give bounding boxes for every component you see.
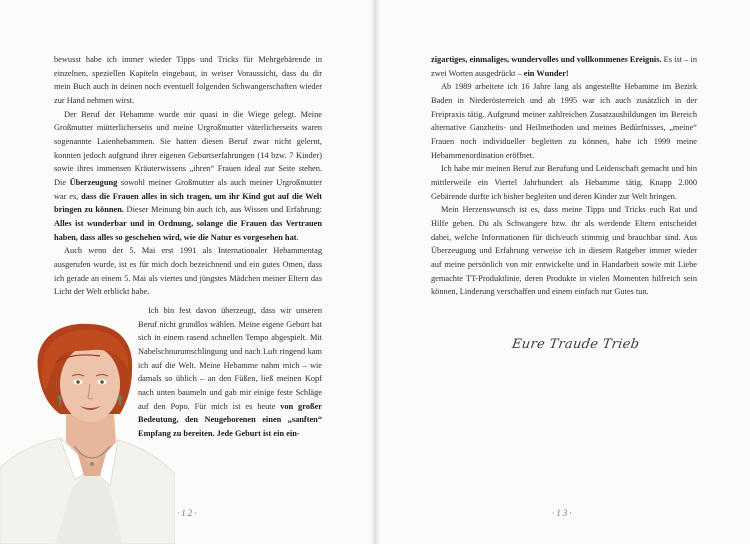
page-number-right: ·13·	[552, 508, 574, 518]
paragraph	[431, 53, 697, 80]
text-run: Ich habe mir meinen Beruf zur Berufung und Leidenschaft gemacht und bin mittlerweile ein Viertel Jahrhundert als Hebamme tätig. Knapp 2.000 Gebärende durfte ich bisher begleiten und deren Kinder zur Welt bringen.	[431, 164, 697, 201]
text-run: Ab 1989 arbeitete ich 16 Jahre lang als angestellte Hebamme im Bezirk Baden in Niederösterreich und ab 1995 war ich auch zusätzlich in der Freipraxis tätig. Aufgrund meiner zahlreichen Zusatzausbildungen im Bereich alternative Ganzheits- und Heilmethoden und meines Bedürfnisses, „meine“ Frauen noch individueller begleiten zu können, habe ich 1999 meine Hebammenordination eröffnet.	[431, 82, 697, 160]
paragraph	[54, 108, 322, 245]
paragraph	[431, 80, 697, 162]
left-page	[0, 0, 374, 544]
text-run: Mein Herzenswunsch ist es, dass meine Tipps und Tricks euch Rat und Hilfe geben. Du als Schwangere bzw. ihr als werdende Eltern entscheidet dabei, welche Informationen für dich/euch stimmig und brauchbar sind. Aus Überzeugung und Erfahrung verweise ich in diesem Ratgeber immer wieder auf meine persönlich von mir entwickelte und in Handarbeit sowie mit Liebe gemachte TT-Produktlinie, deren Produkte in vielen Momenten hilfreich sein können, Linderung verschaffen und einem einfach nur Gutes tun.	[431, 205, 697, 297]
text-run: sowohl meiner Großmutter als auch meiner Urgroßmutter war es,	[54, 177, 322, 201]
bold-text-run: von großer Bedeutung, den Neugeborenen einen „sanften“ Empfang zu bereiten. Jede Geburt ist ein ein-	[138, 401, 322, 438]
bold-text-run: ein Wunder!	[523, 68, 569, 78]
paragraph	[431, 203, 697, 299]
text-run: Es ist – in zwei Worten ausgedrückt –	[431, 55, 698, 78]
text-run: Dieser Meinung bin auch ich, aus Wissen und Erfahrung:	[123, 205, 322, 215]
paragraph	[431, 162, 697, 203]
text-run: Der Beruf der Hebamme wurde mir quasi in die Wiege gelegt. Meine Großmutter mütterlicherseits und meine Urgroßmutter väterlicherseits waren sogenannte Laienhebammen. Sie hatten diesen Beruf zwar nicht gelernt, konnten jedoch aufgrund ihrer eigenen Geburtserfahrungen (14 bzw. 7 Kinder) sowie ihres immensen Kräuterwissens „ihren“ Frauen ideal zur Seite stehen. Die	[54, 109, 322, 187]
necklace-pendant	[90, 462, 94, 466]
bold-text-run: zigartiges, einmaliges, wundervolles und vollkommenes Ereignis.	[431, 55, 662, 64]
text-run: bewusst habe ich immer wieder Tipps und Tricks für Mehrgebärende in einzelnen, speziellen Kapiteln eingebaut, in weiser Voraussicht, dass du dir mein Buch auch in deinen noch eventuell folgenden Schwangerschaften wieder zur Hand nehmen wirst.	[54, 55, 322, 105]
bold-text-run: dass die Frauen alles in sich tragen, um ihr Kind gut auf die Welt bringen zu können.	[54, 191, 322, 215]
left-earring	[58, 396, 63, 401]
text-run: Auch wenn der 5. Mai erst 1991 als Internationaler Hebammentag ausgerufen wurde, ist es für mich doch bezeichnend und ein gutes Omen, dass ich gerade an einem 5. Mai als viertes und jüngstes Mädchen meiner Eltern das Licht der Welt erblickt habe.	[54, 246, 322, 297]
text-run: .	[296, 232, 299, 242]
left-page-text	[54, 53, 322, 299]
bold-text-run: Überzeugung	[69, 177, 118, 187]
paragraph	[54, 244, 322, 299]
right-earring	[118, 396, 123, 401]
bold-text-run: Alles ist wunderbar und in Ordnung, solange die Frauen das Vertrauen haben, dass alles so geschehen wird, wie die Natur es vorgesehen hat	[54, 218, 322, 242]
page-number-left: ·12·	[177, 508, 199, 518]
paragraph	[54, 53, 322, 108]
right-page-text	[431, 53, 697, 299]
author-portrait	[0, 318, 175, 544]
text-run: Ich bin fest davon überzeugt, dass wir unseren Beruf nicht grundlos wählen. Meine eigene Geburt hat sich in einem rasend schnellen Tempo abgespielt. Mit Nabelschnurumschlingung und nach Luft ringend kam ich auf die Welt. Meine Hebamme nahm mich – wie damals so üblich – an den Füßen, ließ meinen Kopf nach unten baumeln und gab mir einige feste Schläge auf den Popo. Für mich ist es heute	[138, 306, 322, 411]
right-page	[378, 0, 750, 544]
author-signature: Eure Traude Trieb	[510, 337, 641, 352]
